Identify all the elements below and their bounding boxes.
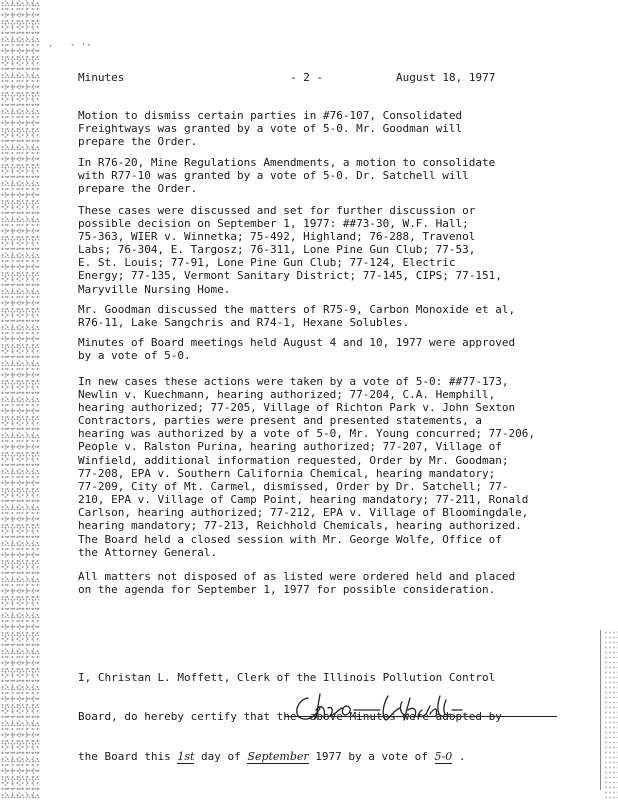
certification-text: the Board this: [78, 749, 178, 763]
paragraph-mine-regulations: In R76-20, Mine Regulations Amendments, a motion to consolidate with R77-10 was granted by a vote of 5-0. Dr. Satchell will prepare the Order.: [78, 156, 496, 196]
handwritten-signature: [290, 688, 490, 728]
vote-fill: 5-0: [434, 749, 453, 763]
certification-text: day of: [194, 749, 248, 763]
month-fill: September: [247, 749, 309, 763]
page-header: [78, 71, 538, 85]
paragraph-closed-session: The Board held a closed session with Mr. George Wolfe, Office of the Attorney General.: [78, 533, 502, 560]
paragraph-matters-held: All matters not disposed of as listed were ordered held and placed on the agenda for September 1, 1977 for possible consideration.: [78, 570, 516, 597]
certification-line-2: Board, do hereby certify that the above Minutes were adopted by: [78, 710, 502, 724]
certification-text: .: [452, 749, 466, 763]
scan-edge-noise: [0, 0, 40, 800]
certification-line-1: I, Christan L. Moffett, Clerk of the Illinois Pollution Control: [78, 671, 496, 685]
paragraph-goodman-discussion: Mr. Goodman discussed the matters of R75-9, Carbon Monoxide et al, R76-11, Lake Sangchris and R74-1, Hexane Solubles.: [78, 303, 516, 330]
header-page-number: - 2 -: [290, 71, 324, 84]
certification-text: 1977 by a vote of: [308, 749, 435, 763]
header-date: August 18, 1977: [396, 71, 496, 84]
paragraph-dismissal: Motion to dismiss certain parties in #76-107, Consolidated Freightways was granted by a vote of 5-0. Mr. Goodman will prepare the Order.: [78, 109, 463, 149]
signature-line: [285, 716, 557, 717]
header-title: Minutes: [78, 71, 125, 84]
scan-edge-noise-right: [604, 630, 618, 800]
scan-mark: ·: [48, 42, 54, 52]
day-fill: 1st: [177, 749, 195, 763]
certification-line-3: [78, 750, 558, 764]
paragraph-new-cases: In new cases these actions were taken by a vote of 5-0: ##77-173, Newlin v. Kuechmann, hearing authorized; 77-204, C.A. Hemphill, hearing authorized; 77-205, Village of Richton Park v. John Sexton Contractors, parties were present and presented statements, a hearing was authorized by a vote of 5-0, Mr. Young concurred; 77-206, People v. Ralston Purina, hearing authorized; 77-207, Village of Winfield, additional information requested, Order by Mr. Goodman; 77-208, EPA v. Southern California Chemical, hearing mandatory; 77-209, City of Mt. Carmel, dismissed, Order by Dr. Satchell; 77- 210, EPA v. Village of Camp Point, hearing mandatory; 77-211, Ronald Carlson, hearing authorized; 77-212, EPA v. Village of Bloomingdale, hearing mandatory; 77-213, Reichhold Chemicals, hearing authorized.: [78, 375, 535, 533]
paragraph-minutes-approved: Minutes of Board meetings held August 4 and 10, 1977 were approved by a vote of 5-0.: [78, 336, 516, 363]
scan-mark: - ·-: [70, 40, 92, 50]
scan-margin-line: [600, 630, 601, 790]
paragraph-cases-discussed: These cases were discussed and set for further discussion or possible decision on September 1, 1977: ##73-30, W.F. Hall; 75-363, WIER v. Winnetka; 75-492, Highland; 76-288, Travenol Labs; 76-304, E. Targosz; 76-311, Lone Pine Gun Club; 77-53, E. St. Louis; 77-91, Lone Pine Gun Club; 77-124, Electric Energy; 77-135, Vermont Sanitary District; 77-145, CIPS; 77-151, Maryville Nursing Home.: [78, 204, 502, 296]
